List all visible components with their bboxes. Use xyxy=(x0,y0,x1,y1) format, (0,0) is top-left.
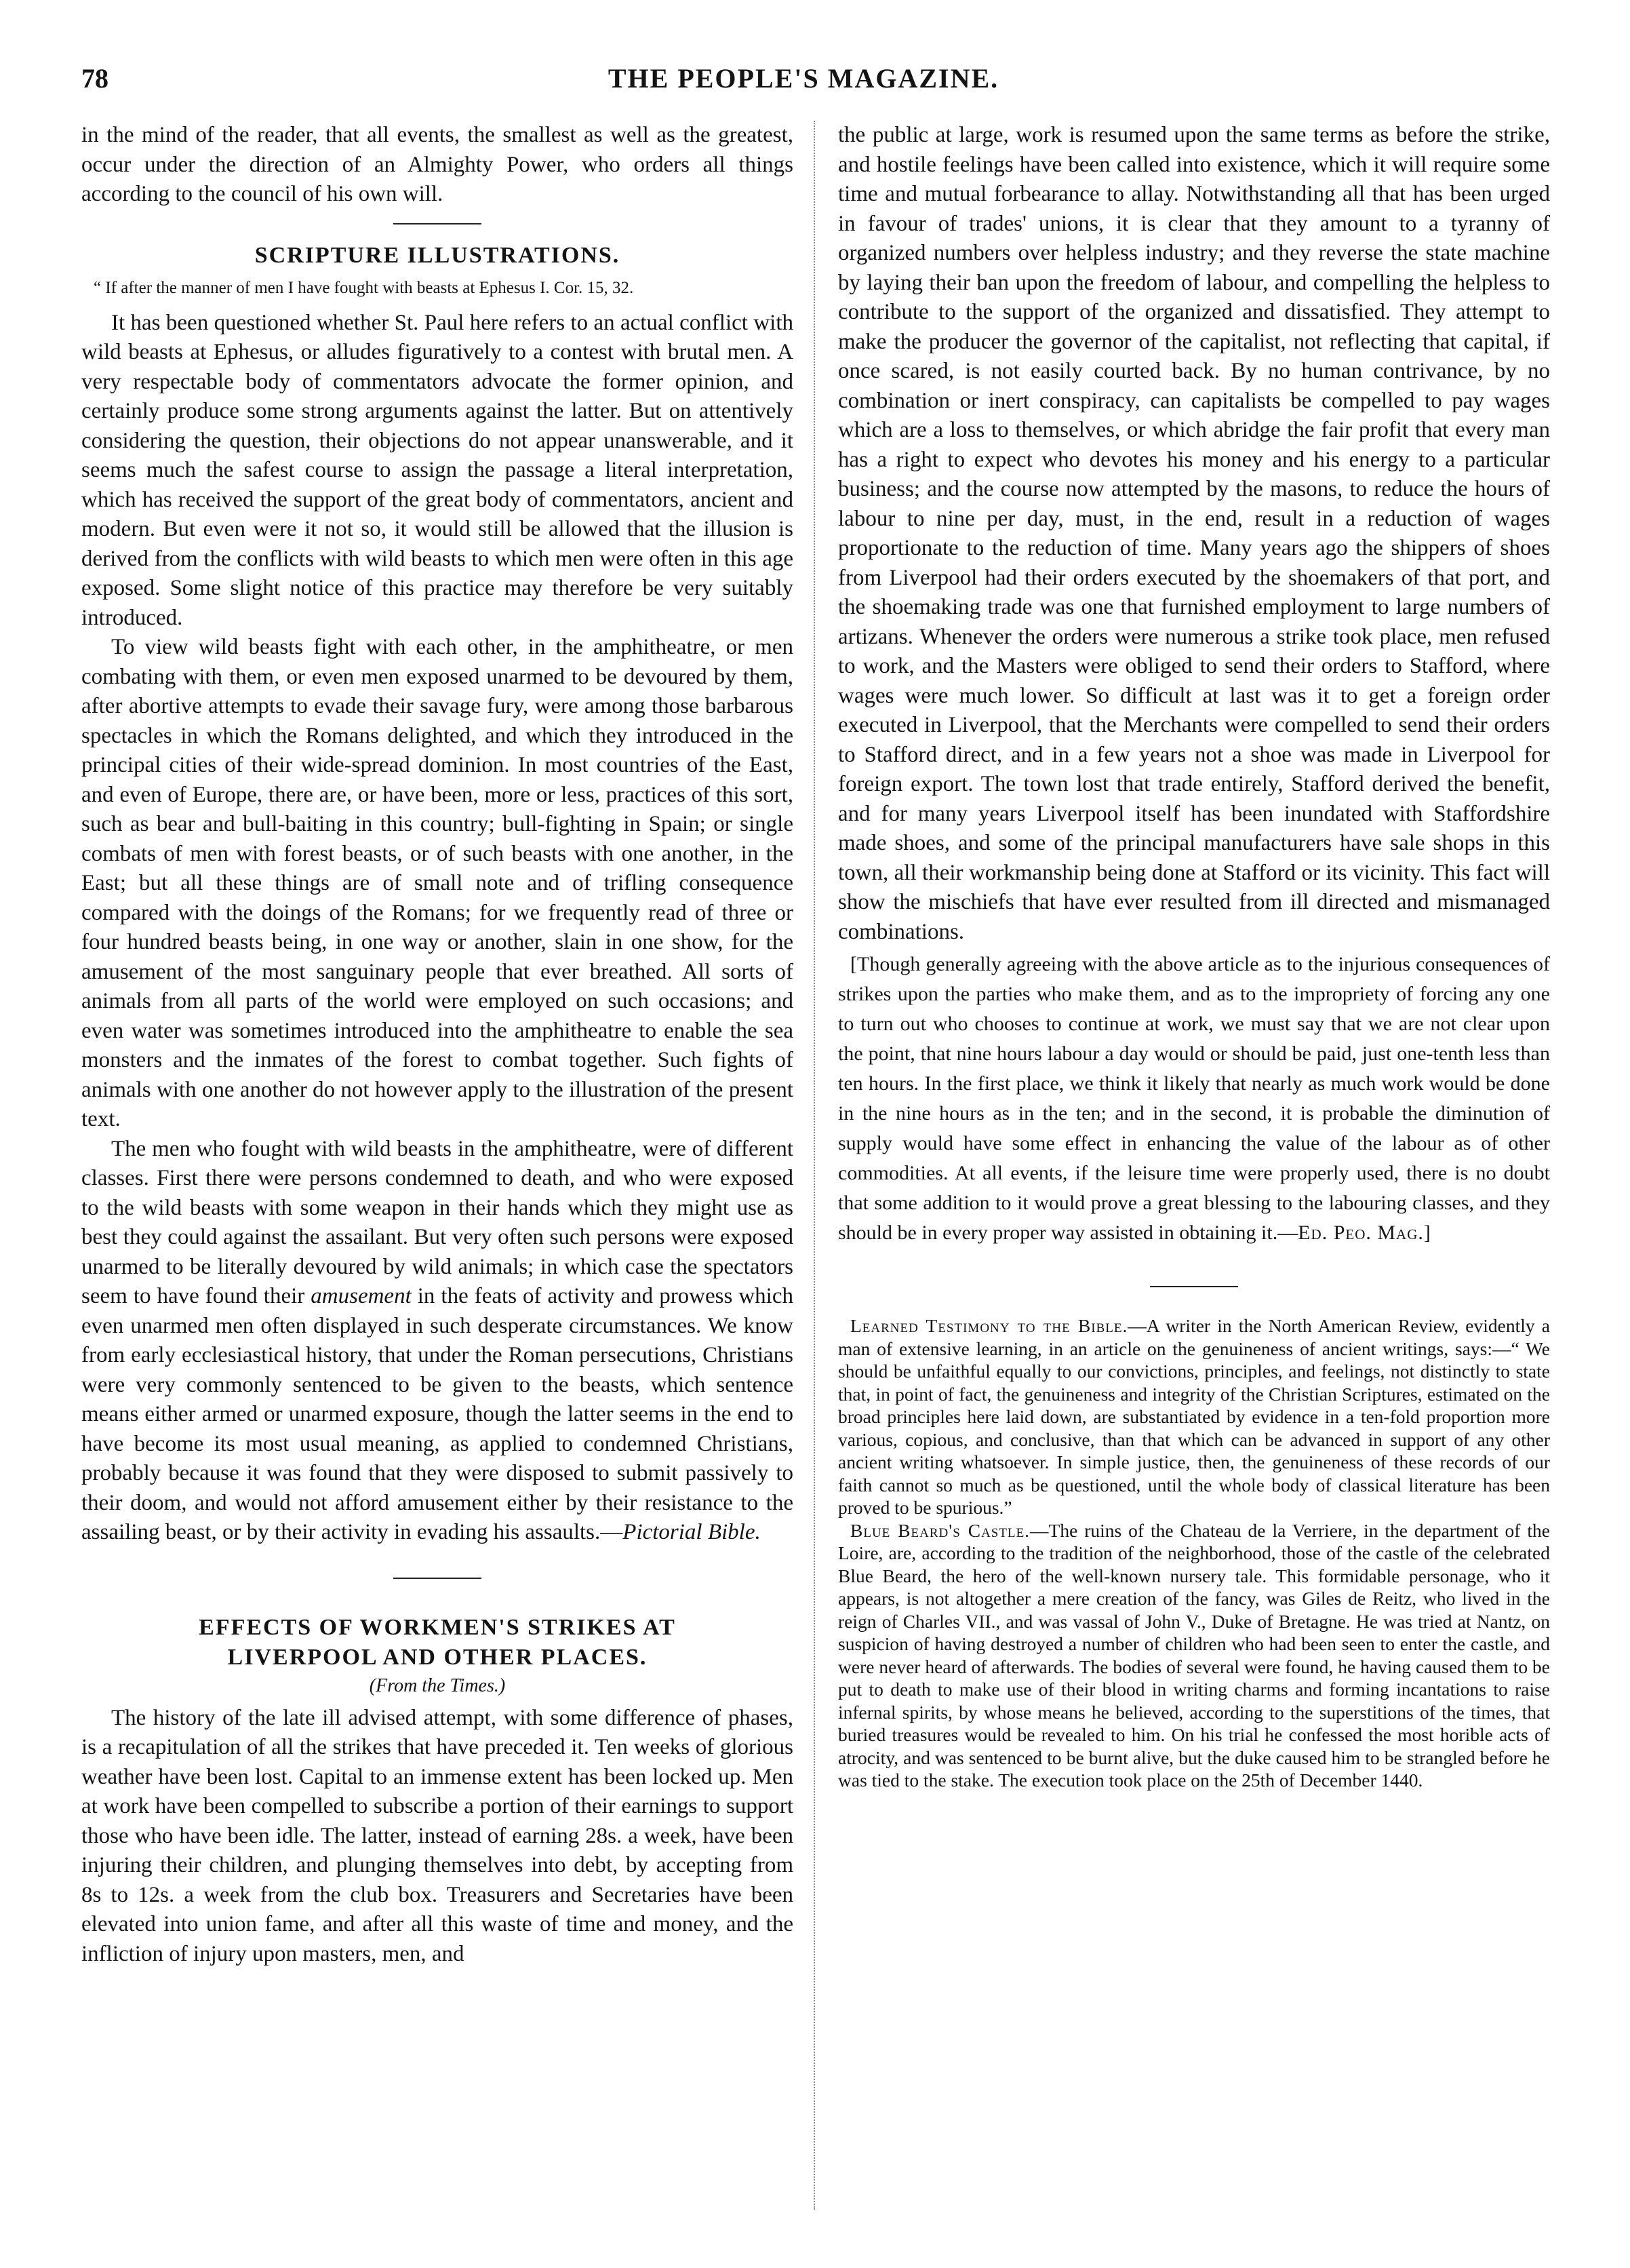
editor-signature: Ed. Peo. Mag.] xyxy=(1298,1221,1431,1244)
right-column xyxy=(838,121,1550,2210)
running-head xyxy=(81,62,1526,103)
paragraph-text: in the feats of activity and prowess which even unarmed men often displayed in such desperate circumstances. We know from early ecclesiastical history, that under the Roman persecutions, Christians were very commonly sentenced to be given to the beasts, which sentence means either armed or unarmed exposure, though the latter seems in the end to have become its most usual meaning, as applied to condemned Christians, probably because it was found that they were disposed to submit passively to their doom, and would not afford amusement either by their resistance to the assailing beast, or by their activity in evading his assaults.— xyxy=(81,1284,793,1544)
item-heading: Learned Testimony to the Bible. xyxy=(850,1315,1128,1336)
section-divider xyxy=(393,1578,481,1579)
article-source: (From the Times.) xyxy=(369,1675,506,1696)
article-title: EFFECTS OF WORKMEN'S STRIKES AT LIVERPOOL AND OTHER PLACES. xyxy=(199,1614,676,1670)
paragraph-text: The men who fought with wild beasts in the amphitheatre, were of different classes. First there were persons condemned to death, and who were exposed to the wild beasts with some weapon in their hands which they might use as best they could against the assailant. But very often such persons were exposed unarmed to be literally devoured by wild animals; in which case the spectators seem to have found their xyxy=(81,1136,793,1308)
blue-beard-item xyxy=(838,1519,1550,1792)
column-divider xyxy=(814,121,815,2210)
editor-note xyxy=(838,950,1550,1248)
page-number: 78 xyxy=(81,63,108,94)
section-divider xyxy=(393,223,481,224)
magazine-title: THE PEOPLE'S MAGAZINE. xyxy=(608,63,999,94)
article-source: Pictorial Bible. xyxy=(622,1520,761,1544)
article-epigraph: “ If after the manner of men I have fought with beasts at Ephesus I. Cor. 15, 32. xyxy=(94,278,634,297)
previous-article-ending: in the mind of the reader, that all events, the smallest as well as the greatest, occur under the direction of an Almighty Power, who orders all things according to the council of his own will. xyxy=(81,123,793,206)
emphasis-text: amusement xyxy=(311,1284,412,1308)
item-text: —A writer in the North American Review, evidently a man of extensive learning, in an article on the genuineness of ancient writings, says:—“ We should be unfaithful equally to our convictions, principles, and feelings, not distinctly to state that, in point of fact, the genuineness and integrity of the Christian Scriptures, estimated on the broad principles here laid down, are substantiated by evidence in a ten-fold proportion more various, copious, and conclusive, than that which can be advanced in support of any other ancient writing whatsoever. In simple justice, then, the genuineness of these records of our faith cannot so much as be questioned, until the whole body of classical literature has been proved to be spurious.” xyxy=(838,1315,1550,1518)
article-title: SCRIPTURE ILLUSTRATIONS. xyxy=(254,242,620,268)
article-paragraph: It has been questioned whether St. Paul here refers to an actual conflict with wild beasts at Ephesus, or alludes figuratively to a contest with brutal men. A very respectable body of commentators advocate the former opinion, and certainly produce some strong arguments against the latter. But on attentively considering the question, their objections do not appear unanswerable, and it seems much the safest course to assign the passage a literal interpretation, which has received the support of the great body of commentators, ancient and modern. But even were it not so, it would still be allowed that the illusion is derived from the conflicts with wild beasts to which men were often in this age exposed. Some slight notice of this practice may therefore be very suitably introduced. xyxy=(81,310,793,630)
article-paragraph: To view wild beasts fight with each other, in the amphitheatre, or men combating with them, or even men exposed unarmed to be devoured by them, after abortive attempts to evade their savage fury, were among those barbarous spectacles in which the Romans delighted, and which they introduced in the principal cities of their wide-spread dominion. In most countries of the East, and even of Europe, there are, or have been, more or less, practices of this sort, such as bear and bull-baiting in this country; bull-fighting in Spain; or single combats of men with forest beasts, or of such beasts with one another, in the East; but all these things are of small note and of trifling consequence compared with the doings of the Romans; for we frequently read of three or four hundred beasts being, in one way or another, slain in one show, for the amusement of the most sanguinary people that ever breathed. All sorts of animals from all parts of the world were employed on such occasions; and even water was sometimes introduced into the amphitheatre to enable the sea monsters and the inmates of the forest to combat together. Such fights of animals with one another do not however apply to the illustration of the present text. xyxy=(81,635,793,1131)
left-column xyxy=(81,121,793,2210)
article-continuation: the public at large, work is resumed upon the same terms as before the strike, and hostile feelings have been called into existence, which it will require some time and mutual forbearance to allay. Notwithstanding all that has been urged in favour of trades' unions, it is clear that they amount to a tyranny of organized numbers over helpless industry; and they reverse the state machine by laying their ban upon the freedom of labour, and compelling the helpless to contribute to the support of the organized and dissatisfied. They attempt to make the producer the governor of the capitalist, not reflecting that capital, if once scared, is not easily courted back. By no human contrivance, by no combination or inert conspiracy, can capitalists be compelled to pay wages which are a loss to themselves, or which abridge the fair profit that every man has a right to expect who devotes his money and his energy to a particular business; and the course now attempted by the masons, to reduce the hours of labour to nine per day, must, in the end, result in a reduction of wages proportionate to the reduction of time. Many years ago the shippers of shoes from Liverpool had their orders executed by the shoemakers of that port, and the shoemaking trade was one that furnished employment to large numbers of artizans. Whenever the orders were numerous a strike took place, men refused to work, and the Masters were obliged to send their orders to Stafford, where wages were much lower. So difficult at last was it to get a foreign order executed in Liverpool, that the Merchants were compelled to send their orders to Stafford direct, and in a few years not a shoe was made in Liverpool for foreign export. The town lost that trade entirely, Stafford derived the benefit, and for many years Liverpool itself has been inundated with Staffordshire made shoes, and some of the principal manufacturers have sale shops in this town, all their workmanship being done at Stafford or its vicinity. This fact will show the mischiefs that have ever resulted from ill directed and mismanaged combinations. xyxy=(838,123,1550,944)
article-paragraph: The history of the late ill advised attempt, with some difference of phases, is a recapitulation of all the strikes that have preceded it. Ten weeks of glorious weather have been lost. Capital to an immense extent has been locked up. Men at work have been compelled to subscribe a portion of their earnings to support those who have been idle. The latter, instead of earning 28s. a week, have been injuring their children, and plunging themselves into debt, by accepting from 8s to 12s. a week from the club box. Treasurers and Secretaries have been elevated into union fame, and after all this waste of time and money, and the infliction of injury upon masters, men, and xyxy=(81,1705,793,1966)
article-paragraph xyxy=(81,1135,793,1548)
item-text: —The ruins of the Chateau de la Verriere, in the department of the Loire, are, according to the tradition of the neighborhood, those of the castle of the celebrated Blue Beard, the hero of the well-known nursery tale. This formidable personage, who it appears, is not altogether a mere creation of the fancy, was Giles de Reitz, who lived in the reign of Charles VII., and was vassal of John V., Duke of Bretagne. He was tried at Nantz, on suspicion of having destroyed a number of children who had been seen to enter the castle, and were never heard of afterwards. The bodies of several were found, he having caused them to be put to death to make use of their blood in writing charms and forming incantations to raise infernal spirits, by whose means he believed, according to the superstitions of the times, that buried treasures would be revealed to him. On his trial he confessed the most horible acts of atrocity, and was sentenced to be burnt alive, but the duke caused him to be strangled before he was tied to the stake. The execution took place on the 25th of December 1440. xyxy=(838,1519,1550,1791)
learned-testimony-item xyxy=(838,1314,1550,1519)
workmens-strikes-article xyxy=(81,1613,793,1970)
item-heading: Blue Beard's Castle. xyxy=(850,1519,1031,1541)
scripture-illustrations-article xyxy=(81,241,793,1548)
section-divider xyxy=(1150,1286,1238,1287)
editor-note-text: [Though generally agreeing with the above article as to the injurious consequences of strikes upon the parties who make them, and as to the impropriety of forcing any one to turn out who chooses to continue at work, we must say that we are not clear upon the point, that nine hours labour a day would or should be paid, just one-tenth less than ten hours. In the first place, we think it likely that nearly as much work would be done in the nine hours as in the ten; and in the second, it is probable the diminution of supply would have some effect in enhancing the value of the labour as of other commodities. At all events, if the leisure time were properly used, there is no doubt that some addition to it would prove a great blessing to the labouring classes, and they should be in every proper way assisted in obtaining it.— xyxy=(838,953,1550,1244)
